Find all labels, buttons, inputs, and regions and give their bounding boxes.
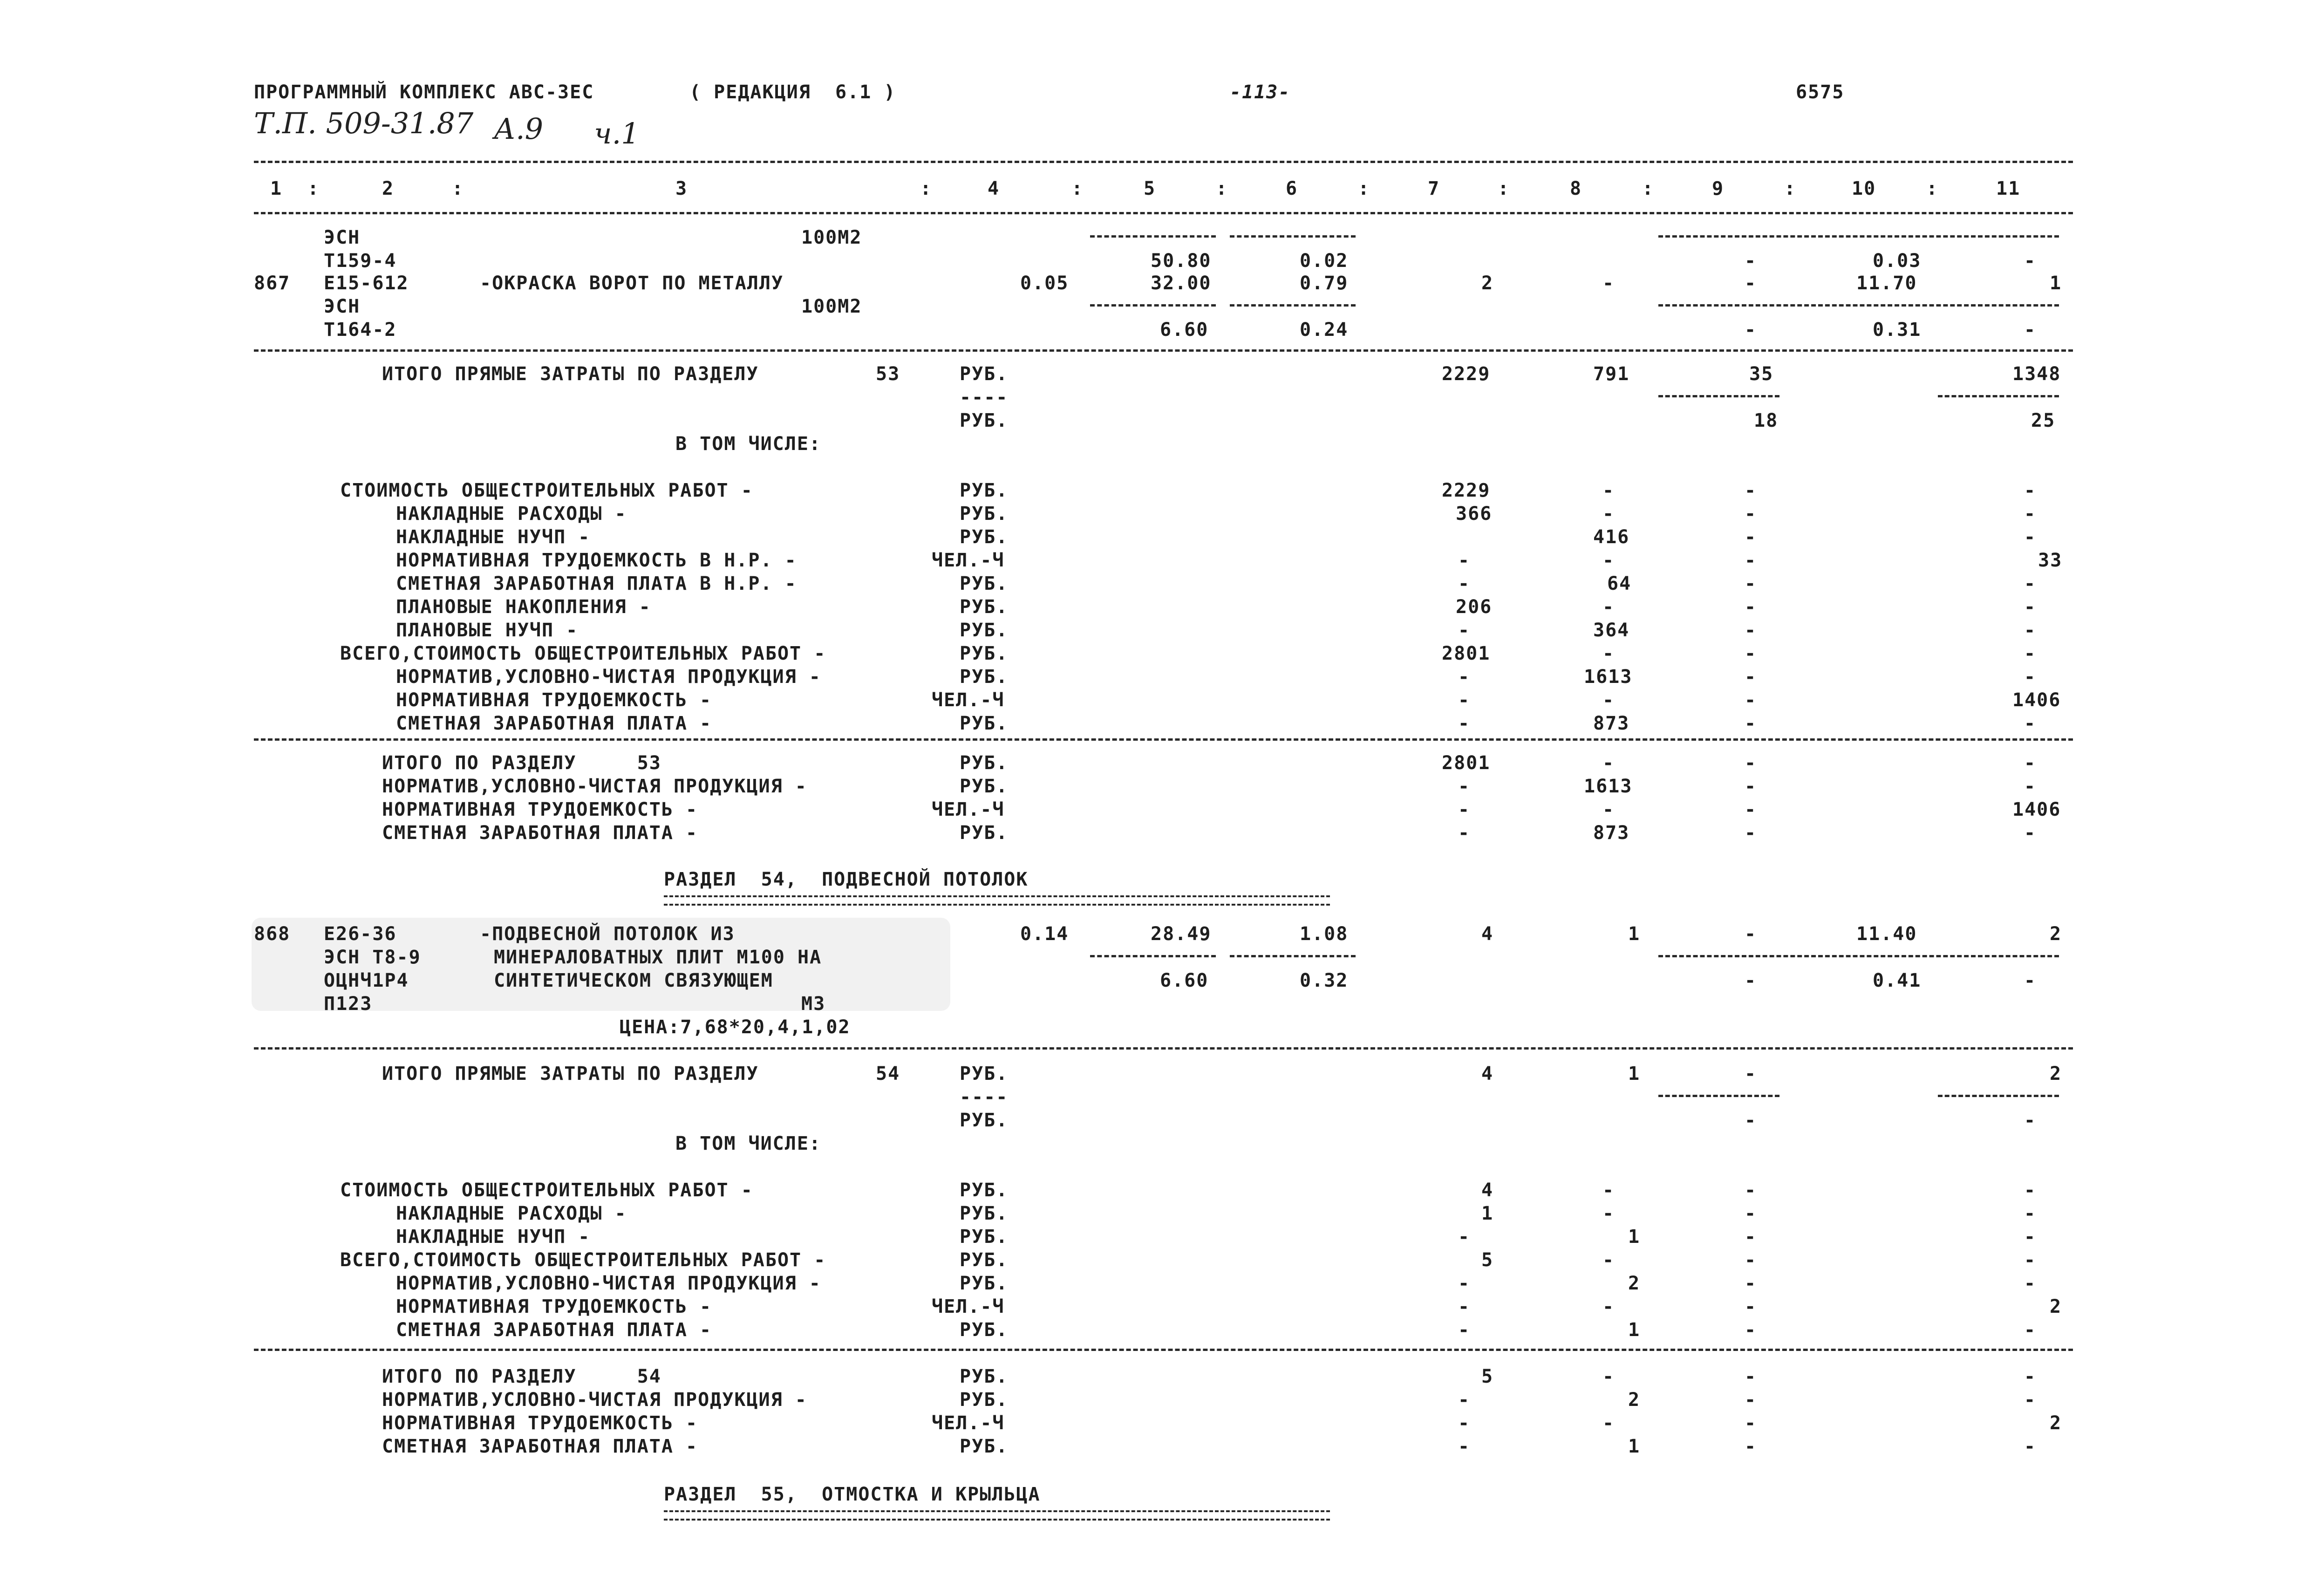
cell-col7: -: [1458, 776, 1471, 797]
subtotal-dash: [1090, 235, 1216, 238]
cell-col8: -: [1602, 273, 1615, 294]
total-label: СМЕТНАЯ ЗАРАБОТНАЯ ПЛАТА -: [382, 822, 698, 844]
separator-rule: [254, 1349, 2073, 1351]
cell-col11: -: [2024, 526, 2037, 548]
cell-col8: 1: [1628, 1063, 1641, 1084]
cell-col11: 2: [2050, 1063, 2062, 1084]
cell-col6: 0.79: [1300, 273, 1349, 294]
document-code: 6575: [1796, 82, 1845, 103]
total-label: ИТОГО ПО РАЗДЕЛУ 54: [382, 1366, 661, 1387]
col-header-5: 5: [1144, 178, 1156, 199]
section-title-underline: [664, 1510, 1330, 1521]
cell-col8: -: [1602, 1366, 1615, 1387]
cell-col9: -: [1745, 1436, 1757, 1457]
cell-col11: 2: [2050, 923, 2062, 945]
unit-label: ЧЕЛ.-Ч: [932, 550, 1005, 571]
cell-col11: -: [2024, 1319, 2037, 1341]
col-sep: :: [920, 178, 933, 199]
item-code: ЭСН: [324, 227, 361, 248]
cell-col9: -: [1745, 752, 1757, 774]
cell-col9: -: [1745, 666, 1757, 688]
unit-label: РУБ.: [960, 1110, 1009, 1131]
unit-label: РУБ.: [960, 1063, 1009, 1084]
breakdown-label: ВСЕГО,СТОИМОСТЬ ОБЩЕСТРОИТЕЛЬНЫХ РАБОТ -: [340, 1249, 826, 1271]
cell-col8: 1: [1628, 1436, 1641, 1457]
cell-col7: 5: [1481, 1366, 1494, 1387]
subtotal-dash: [1230, 955, 1356, 957]
cell-col8: -: [1602, 596, 1615, 618]
cell-col9: -: [1745, 822, 1757, 844]
cell-col8: 1: [1628, 1319, 1641, 1341]
breakdown-label: НАКЛАДНЫЕ РАСХОДЫ -: [396, 1203, 627, 1224]
cell-col6: 0.02: [1300, 250, 1349, 272]
unit-label: РУБ.: [960, 596, 1009, 618]
program-title: ПРОГРАММНЫЙ КОМПЛЕКС АВС-ЗЕС: [254, 82, 594, 103]
unit-label: РУБ.: [960, 1226, 1009, 1248]
subtotal-dash: [1230, 235, 1356, 238]
item-unit: 100М2: [801, 296, 862, 317]
item-code: ЭСН: [324, 296, 361, 317]
cell-col9: -: [1745, 319, 1757, 341]
unit-label: РУБ.: [960, 620, 1009, 641]
total-label: НОРМАТИВ,УСЛОВНО-ЧИСТАЯ ПРОДУКЦИЯ -: [382, 1389, 807, 1411]
cell-col11: 1: [2050, 273, 2062, 294]
unit-dash: ----: [960, 1086, 1009, 1108]
breakdown-label: НОРМАТИВ,УСЛОВНО-ЧИСТАЯ ПРОДУКЦИЯ -: [396, 1273, 821, 1294]
handwritten-part: ч.1: [594, 116, 640, 150]
cell-col8: 64: [1607, 573, 1632, 594]
cell-col11: 2: [2050, 1296, 2062, 1317]
cell-col8: 791: [1593, 363, 1630, 385]
item-price: ЦЕНА:7,68*20,4,1,02: [620, 1016, 851, 1038]
unit-label: РУБ.: [960, 643, 1009, 664]
cell-col7: -: [1458, 666, 1471, 688]
breakdown-label: НОРМАТИВНАЯ ТРУДОЕМКОСТЬ -: [396, 1296, 712, 1317]
breakdown-label: СМЕТНАЯ ЗАРАБОТНАЯ ПЛАТА -: [396, 1319, 712, 1341]
cell-col9: -: [1745, 1110, 1757, 1131]
cell-col7: 1: [1481, 1203, 1494, 1224]
cell-col8: 873: [1593, 713, 1630, 734]
item-unit: М3: [801, 993, 826, 1015]
cell-col7: -: [1458, 1226, 1471, 1248]
cell-col9: 35: [1749, 363, 1774, 385]
total-label: ИТОГО ПРЯМЫЕ ЗАТРАТЫ ПО РАЗДЕЛУ: [382, 1063, 759, 1084]
cell-col8: 1: [1628, 1226, 1641, 1248]
including-label: В ТОМ ЧИСЛЕ:: [675, 433, 821, 455]
cell-col7: -: [1458, 1273, 1471, 1294]
separator-rule: [254, 1047, 2073, 1050]
separator-rule: [254, 738, 2073, 741]
cell-col11: -: [2024, 1203, 2037, 1224]
cell-col11: -: [2024, 1389, 2037, 1411]
cell-col9: -: [1745, 1226, 1757, 1248]
cell-col11: -: [2024, 970, 2037, 991]
breakdown-label: ВСЕГО,СТОИМОСТЬ ОБЩЕСТРОИТЕЛЬНЫХ РАБОТ -: [340, 643, 826, 664]
handwritten-album: А.9: [494, 112, 544, 146]
subtotal-dash: [1658, 304, 2059, 307]
col-header-1: 1: [270, 178, 283, 199]
cell-col5: 50.80: [1151, 250, 1212, 272]
subtotal-dash: [1658, 1095, 1779, 1097]
cell-col9: -: [1745, 1063, 1757, 1084]
cell-col7: 2801: [1442, 643, 1491, 664]
cell-col8: -: [1602, 799, 1615, 820]
cell-col10: 0.31: [1873, 319, 1922, 341]
col-sep: :: [1642, 178, 1655, 199]
total-label: НОРМАТИВ,УСЛОВНО-ЧИСТАЯ ПРОДУКЦИЯ -: [382, 776, 807, 797]
col-header-9: 9: [1712, 178, 1725, 199]
cell-col9: -: [1745, 273, 1757, 294]
section-number: 54: [876, 1063, 900, 1084]
cell-col11: -: [2024, 643, 2037, 664]
cell-col7: 2229: [1442, 363, 1491, 385]
subtotal-dash: [1938, 395, 2059, 397]
cell-col11: -: [2024, 250, 2037, 272]
item-code: Е15-612: [324, 273, 409, 294]
subtotal-dash: [1658, 955, 2059, 957]
unit-label: ЧЕЛ.-Ч: [932, 799, 1005, 820]
item-name: СИНТЕТИЧЕСКОМ СВЯЗУЮЩЕМ: [494, 970, 773, 991]
cell-col4: 0.14: [1020, 923, 1069, 945]
cell-col11: 25: [2031, 410, 2056, 431]
cell-col7: 4: [1481, 1180, 1494, 1201]
col-sep: :: [1216, 178, 1228, 199]
total-label: ИТОГО ПО РАЗДЕЛУ 53: [382, 752, 661, 774]
cell-col8: -: [1602, 1296, 1615, 1317]
subtotal-dash: [1230, 304, 1356, 307]
cell-col9: -: [1745, 1319, 1757, 1341]
cell-col8: -: [1602, 1203, 1615, 1224]
cell-col9: -: [1745, 1389, 1757, 1411]
col-sep: :: [1784, 178, 1797, 199]
item-code: Е26-36: [324, 923, 397, 945]
item-code: Т164-2: [324, 319, 397, 341]
cell-col9: -: [1745, 573, 1757, 594]
cell-col11: 33: [2038, 550, 2063, 571]
total-label: ИТОГО ПРЯМЫЕ ЗАТРАТЫ ПО РАЗДЕЛУ: [382, 363, 759, 385]
cell-col11: -: [2024, 713, 2037, 734]
cell-col9: -: [1745, 503, 1757, 525]
cell-col8: 2: [1628, 1273, 1641, 1294]
subtotal-dash: [1938, 1095, 2059, 1097]
col-header-7: 7: [1428, 178, 1440, 199]
including-label: В ТОМ ЧИСЛЕ:: [675, 1133, 821, 1154]
cell-col7: -: [1458, 1412, 1471, 1434]
unit-label: РУБ.: [960, 1319, 1009, 1341]
cell-col10: 11.70: [1856, 273, 1917, 294]
cell-col11: -: [2024, 822, 2037, 844]
cell-col9: -: [1745, 1203, 1757, 1224]
cell-col11: -: [2024, 573, 2037, 594]
breakdown-label: СТОИМОСТЬ ОБЩЕСТРОИТЕЛЬНЫХ РАБОТ -: [340, 480, 753, 501]
col-header-4: 4: [988, 178, 1000, 199]
cell-col11: 2: [2050, 1412, 2062, 1434]
cell-col9: -: [1745, 1273, 1757, 1294]
cell-col11: -: [2024, 596, 2037, 618]
cell-col9: -: [1745, 550, 1757, 571]
unit-label: РУБ.: [960, 776, 1009, 797]
separator-rule: [254, 349, 2073, 352]
cell-col9: -: [1745, 480, 1757, 501]
cell-col11: -: [2024, 666, 2037, 688]
unit-label: РУБ.: [960, 1249, 1009, 1271]
item-number: 868: [254, 923, 291, 945]
cell-col9: -: [1745, 643, 1757, 664]
cell-col5: 32.00: [1151, 273, 1212, 294]
cell-col9: -: [1745, 1249, 1757, 1271]
cell-col7: 2: [1481, 273, 1494, 294]
cell-col7: -: [1458, 573, 1471, 594]
total-label: НОРМАТИВНАЯ ТРУДОЕМКОСТЬ -: [382, 1412, 698, 1434]
cell-col7: -: [1458, 620, 1471, 641]
total-label: НОРМАТИВНАЯ ТРУДОЕМКОСТЬ -: [382, 799, 698, 820]
cell-col11: -: [2024, 503, 2037, 525]
item-code: Т159-4: [324, 250, 397, 272]
cell-col11: -: [2024, 1436, 2037, 1457]
cell-col9: -: [1745, 250, 1757, 272]
cell-col11: -: [2024, 1366, 2037, 1387]
edition-label: ( РЕДАКЦИЯ 6.1 ): [689, 82, 896, 103]
cell-col9: -: [1745, 1296, 1757, 1317]
subtotal-dash: [1658, 395, 1779, 397]
cell-col7: 206: [1456, 596, 1493, 618]
item-name: -ОКРАСКА ВОРОТ ПО МЕТАЛЛУ: [480, 273, 784, 294]
unit-label: РУБ.: [960, 1273, 1009, 1294]
unit-label: РУБ.: [960, 666, 1009, 688]
cell-col7: -: [1458, 1319, 1471, 1341]
col-header-11: 11: [1996, 178, 2021, 199]
cell-col5: 28.49: [1151, 923, 1212, 945]
breakdown-label: НАКЛАДНЫЕ НУЧП -: [396, 526, 591, 548]
breakdown-label: НАКЛАДНЫЕ РАСХОДЫ -: [396, 503, 627, 525]
cell-col9: -: [1745, 799, 1757, 820]
col-sep: :: [1071, 178, 1084, 199]
handwritten-project-number: Т.П. 509-31.87: [254, 106, 474, 140]
section-title-underline: [664, 895, 1330, 906]
unit-label: РУБ.: [960, 822, 1009, 844]
cell-col7: -: [1458, 822, 1471, 844]
unit-label: ЧЕЛ.-Ч: [932, 1296, 1005, 1317]
cell-col7: 4: [1481, 923, 1494, 945]
cell-col7: 4: [1481, 1063, 1494, 1084]
unit-label: РУБ.: [960, 1366, 1009, 1387]
cell-col8: -: [1602, 689, 1615, 711]
breakdown-label: НАКЛАДНЫЕ НУЧП -: [396, 1226, 591, 1248]
unit-label: РУБ.: [960, 713, 1009, 734]
cell-col8: -: [1602, 643, 1615, 664]
unit-label: РУБ.: [960, 1180, 1009, 1201]
unit-label: ЧЕЛ.-Ч: [932, 1412, 1005, 1434]
item-name: МИНЕРАЛОВАТНЫХ ПЛИТ М100 НА: [494, 947, 822, 968]
header-bottom-rule: [254, 212, 2073, 214]
cell-col9: -: [1745, 526, 1757, 548]
cell-col8: -: [1602, 1249, 1615, 1271]
cell-col8: 2: [1628, 1389, 1641, 1411]
section-number: 53: [876, 363, 900, 385]
breakdown-label: СМЕТНАЯ ЗАРАБОТНАЯ ПЛАТА В Н.Р. -: [396, 573, 797, 594]
col-header-2: 2: [382, 178, 395, 199]
unit-label: РУБ.: [960, 363, 1009, 385]
cell-col11: -: [2024, 752, 2037, 774]
cell-col8: 416: [1593, 526, 1630, 548]
cell-col11: -: [2024, 1180, 2037, 1201]
col-sep: :: [1498, 178, 1510, 199]
unit-label: РУБ.: [960, 752, 1009, 774]
cell-col10: 0.41: [1873, 970, 1922, 991]
cell-col7: -: [1458, 799, 1471, 820]
unit-label: РУБ.: [960, 503, 1009, 525]
cell-col7: -: [1458, 689, 1471, 711]
subtotal-dash: [1090, 955, 1216, 957]
cell-col8: -: [1602, 1180, 1615, 1201]
cell-col6: 0.24: [1300, 319, 1349, 341]
cell-col10: 0.03: [1873, 250, 1922, 272]
item-unit: 100М2: [801, 227, 862, 248]
cell-col7: 2801: [1442, 752, 1491, 774]
col-header-10: 10: [1852, 178, 1876, 199]
cell-col7: -: [1458, 550, 1471, 571]
cell-col5: 6.60: [1160, 970, 1209, 991]
breakdown-label: СТОИМОСТЬ ОБЩЕСТРОИТЕЛЬНЫХ РАБОТ -: [340, 1180, 753, 1201]
unit-label: РУБ.: [960, 480, 1009, 501]
unit-label: РУБ.: [960, 1389, 1009, 1411]
cell-col9: -: [1745, 1366, 1757, 1387]
unit-label: РУБ.: [960, 1436, 1009, 1457]
breakdown-label: НОРМАТИВ,УСЛОВНО-ЧИСТАЯ ПРОДУКЦИЯ -: [396, 666, 821, 688]
cell-col11: -: [2024, 1249, 2037, 1271]
total-label: СМЕТНАЯ ЗАРАБОТНАЯ ПЛАТА -: [382, 1436, 698, 1457]
unit-label: РУБ.: [960, 1203, 1009, 1224]
cell-col8: 1613: [1584, 666, 1633, 688]
page-number: -113-: [1230, 82, 1291, 103]
cell-col8: -: [1602, 503, 1615, 525]
cell-col7: -: [1458, 1436, 1471, 1457]
cell-col9: -: [1745, 596, 1757, 618]
cell-col10: 11.40: [1856, 923, 1917, 945]
cell-col9: -: [1745, 970, 1757, 991]
col-header-8: 8: [1570, 178, 1582, 199]
cell-col7: -: [1458, 1389, 1471, 1411]
cell-col4: 0.05: [1020, 273, 1069, 294]
cell-col11: 1348: [2012, 363, 2061, 385]
section-54-title: РАЗДЕЛ 54, ПОДВЕСНОЙ ПОТОЛОК: [664, 869, 1029, 890]
cell-col6: 1.08: [1300, 923, 1349, 945]
cell-col11: 1406: [2012, 689, 2061, 711]
cell-col9: -: [1745, 689, 1757, 711]
cell-col8: -: [1602, 550, 1615, 571]
item-code: ОЦНЧ1Р4: [324, 970, 409, 991]
breakdown-label: ПЛАНОВЫЕ НАКОПЛЕНИЯ -: [396, 596, 651, 618]
subtotal-dash: [1658, 235, 2059, 238]
breakdown-label: СМЕТНАЯ ЗАРАБОТНАЯ ПЛАТА -: [396, 713, 712, 734]
header-top-rule: [254, 161, 2073, 163]
cell-col7: -: [1458, 1296, 1471, 1317]
cell-col8: 1613: [1584, 776, 1633, 797]
col-sep: :: [307, 178, 320, 199]
cell-col8: -: [1602, 1412, 1615, 1434]
breakdown-label: ПЛАНОВЫЕ НУЧП -: [396, 620, 579, 641]
unit-dash: ----: [960, 387, 1009, 408]
cell-col5: 6.60: [1160, 319, 1209, 341]
cell-col11: -: [2024, 1226, 2037, 1248]
col-sep: :: [1926, 178, 1939, 199]
section-55-title: РАЗДЕЛ 55, ОТМОСТКА И КРЫЛЬЦА: [664, 1484, 1041, 1505]
unit-label: РУБ.: [960, 573, 1009, 594]
item-code: П123: [324, 993, 373, 1015]
cell-col11: -: [2024, 620, 2037, 641]
cell-col8: -: [1602, 480, 1615, 501]
subtotal-dash: [1090, 304, 1216, 307]
col-sep: :: [452, 178, 464, 199]
cell-col11: -: [2024, 319, 2037, 341]
cell-col11: -: [2024, 480, 2037, 501]
cell-col9: -: [1745, 1180, 1757, 1201]
cell-col11: -: [2024, 1110, 2037, 1131]
unit-label: РУБ.: [960, 526, 1009, 548]
item-name: -ПОДВЕСНОЙ ПОТОЛОК ИЗ: [480, 923, 735, 945]
item-number: 867: [254, 273, 291, 294]
col-header-3: 3: [675, 178, 688, 199]
cell-col7: 366: [1456, 503, 1493, 525]
item-code: ЭСН Т8-9: [324, 947, 421, 968]
breakdown-label: НОРМАТИВНАЯ ТРУДОЕМКОСТЬ В Н.Р. -: [396, 550, 797, 571]
cell-col9: 18: [1754, 410, 1779, 431]
unit-label: РУБ.: [960, 410, 1009, 431]
cell-col11: 1406: [2012, 799, 2061, 820]
cell-col11: -: [2024, 776, 2037, 797]
cell-col6: 0.32: [1300, 970, 1349, 991]
cell-col11: -: [2024, 1273, 2037, 1294]
col-header-6: 6: [1286, 178, 1298, 199]
cell-col9: -: [1745, 713, 1757, 734]
cell-col8: -: [1602, 752, 1615, 774]
unit-label: ЧЕЛ.-Ч: [932, 689, 1005, 711]
cell-col7: 2229: [1442, 480, 1491, 501]
cell-col8: 364: [1593, 620, 1630, 641]
cell-col7: 5: [1481, 1249, 1494, 1271]
cell-col8: 873: [1593, 822, 1630, 844]
cell-col7: -: [1458, 713, 1471, 734]
cell-col9: -: [1745, 1412, 1757, 1434]
cell-col9: -: [1745, 620, 1757, 641]
col-sep: :: [1358, 178, 1370, 199]
breakdown-label: НОРМАТИВНАЯ ТРУДОЕМКОСТЬ -: [396, 689, 712, 711]
cell-col9: -: [1745, 923, 1757, 945]
cell-col9: -: [1745, 776, 1757, 797]
cell-col8: 1: [1628, 923, 1641, 945]
